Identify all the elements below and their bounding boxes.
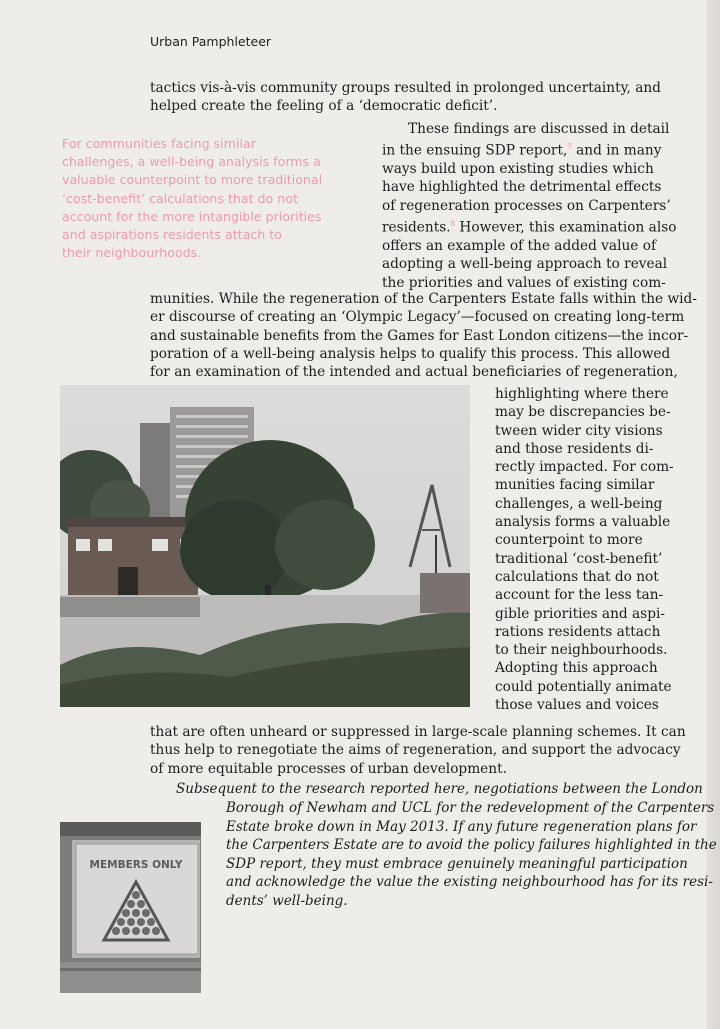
text-line: to their neighbourhoods. — [495, 642, 668, 659]
pull-quote-line: challenges, a well-being analysis forms a — [62, 154, 321, 170]
text-line: tactics vis-à-vis community groups resulted in prolonged uncertainty, and — [150, 80, 661, 96]
text-line: residents. — [382, 219, 451, 236]
text-line: rectly impacted. For com- — [495, 459, 674, 476]
text-line: gible priorities and aspi- — [495, 605, 665, 622]
text-line: analysis forms a valuable — [495, 514, 671, 531]
text-line: poration of a well-being analysis helps to qualify this process. This allowed — [150, 345, 671, 362]
text-line: account for the less tan- — [495, 587, 664, 604]
text-line: Adopting this approach — [495, 660, 658, 677]
paragraph-bottom — [150, 723, 686, 778]
paragraph-top — [150, 79, 680, 116]
text-line: the Carpenters Estate are to avoid the policy failures highlighted in the — [226, 837, 717, 853]
pull-quote-line: For communities facing similar — [62, 136, 256, 151]
text-line: in the ensuing SDP report, — [382, 142, 568, 159]
text-line: and those residents di- — [495, 440, 654, 457]
text-line: SDP report, they must embrace genuinely meaningful participation — [226, 855, 688, 872]
text-line: These findings are discussed in detail — [408, 121, 670, 137]
text-line: those values and voices — [495, 697, 659, 714]
text-line: and sustainable benefits from the Games for East London citizens—the incor- — [150, 327, 689, 344]
pull-quote-line: their neighbourhoods. — [62, 245, 202, 261]
text-line: that are often unheard or suppressed in large-scale planning schemes. It can — [150, 724, 686, 740]
pull-quote-line: valuable counterpoint to more traditional — [62, 172, 323, 188]
text-line: calculations that do not — [495, 568, 659, 585]
text-line: and in many — [571, 142, 662, 159]
text-line: traditional ‘cost-benefit’ — [495, 550, 663, 567]
text-line: thus help to renegotiate the aims of regeneration, and support the advocacy — [150, 742, 681, 759]
text-line: However, this examination also — [455, 219, 677, 236]
text-line: for an examination of the intended and actual beneficiaries of regeneration, — [150, 364, 678, 381]
pull-quote-line: and aspirations residents attach to — [62, 227, 282, 243]
text-line: Estate broke down in May 2013. If any future regeneration plans for — [226, 818, 697, 835]
text-line: er discourse of creating an ‘Olympic Legacy’—focused on creating long-term — [150, 309, 685, 326]
members-only-sign-photo — [60, 822, 201, 993]
text-line: offers an example of the added value of — [382, 237, 657, 254]
text-line: ways build upon existing studies which — [382, 161, 654, 178]
italic-note — [226, 799, 717, 910]
text-line: munities facing similar — [495, 477, 655, 494]
sign-text: MEMBERS ONLY — [89, 859, 183, 871]
text-line: of regeneration processes on Carpenters’ — [382, 197, 671, 214]
pull-quote-line: account for the more intangible priorities — [62, 208, 322, 224]
paragraph-narrow-column — [495, 385, 674, 714]
text-line: munities. While the regeneration of the Carpenters Estate falls within the wid- — [150, 291, 697, 307]
text-line: helped create the feeling of a ‘democratic deficit’. — [150, 98, 498, 115]
text-line: of more equitable processes of urban development. — [150, 760, 507, 777]
footnote-ref[interactable]: 8 — [450, 220, 456, 229]
text-line: have highlighted the detrimental effects — [382, 179, 662, 196]
paragraph-findings — [382, 120, 676, 292]
estate-photo — [60, 385, 470, 707]
footnote-ref[interactable]: 7 — [567, 143, 572, 152]
sign-illustration — [60, 822, 201, 993]
text-line: could potentially animate — [495, 678, 672, 695]
text-line: dents’ well-being. — [226, 892, 348, 909]
italic-note-first-line — [176, 780, 703, 799]
text-line: challenges, a well-being — [495, 495, 663, 512]
estate-photo-illustration — [60, 385, 470, 707]
text-line: adopting a well-being approach to reveal — [382, 256, 668, 273]
text-line: tween wider city visions — [495, 422, 663, 439]
text-line: rations residents attach — [495, 623, 661, 640]
text-line: may be discrepancies be- — [495, 404, 671, 421]
pull-quote — [62, 135, 382, 262]
text-line: counterpoint to more — [495, 532, 643, 549]
pull-quote-line: ‘cost-benefit’ calculations that do not — [62, 190, 298, 206]
running-header: Urban Pamphleteer — [150, 34, 272, 49]
paragraph-mid — [150, 290, 697, 381]
text-line: Subsequent to the research reported here, negotiations between the London — [176, 781, 703, 797]
text-line: highlighting where there — [495, 386, 669, 402]
text-line: Borough of Newham and UCL for the redevelopment of the Carpenters — [226, 800, 715, 816]
text-line: and acknowledge the value the existing neighbourhood has for its resi- — [226, 874, 713, 890]
text-line: the priorities and values of existing com- — [382, 274, 666, 291]
